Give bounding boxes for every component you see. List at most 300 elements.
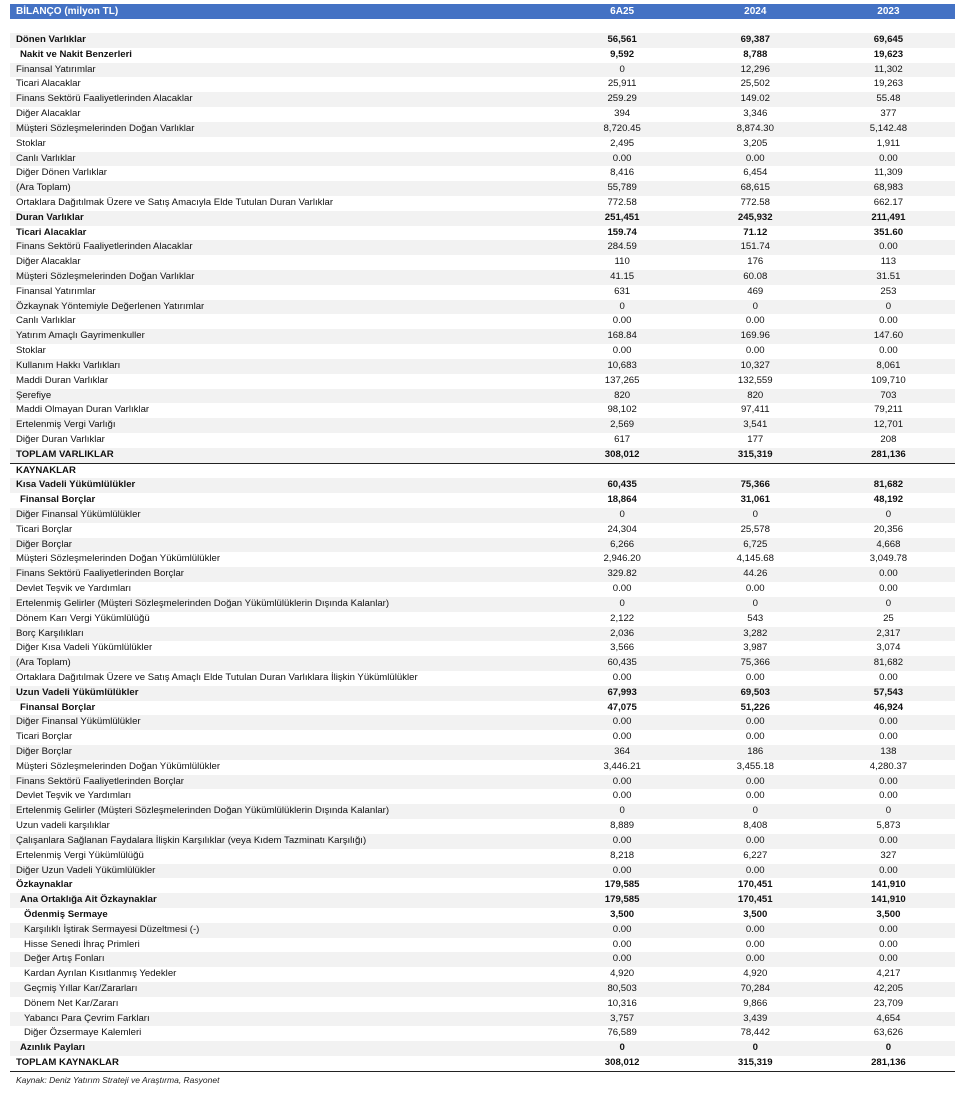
row-value: 0.00	[689, 775, 822, 790]
row-value: 208	[822, 433, 955, 448]
row-value: 0.00	[822, 864, 955, 879]
row-value: 6,227	[689, 849, 822, 864]
row-value: 132,559	[689, 374, 822, 389]
row-value: 5,873	[822, 819, 955, 834]
table-row	[10, 33, 955, 48]
row-value: 0.00	[556, 152, 689, 167]
row-label: Yatırım Amaçlı Gayrimenkuller	[10, 329, 556, 344]
row-value: 11,302	[822, 63, 955, 78]
table-row	[10, 612, 955, 627]
table-row	[10, 745, 955, 760]
row-value: 0.00	[556, 952, 689, 967]
row-label: Devlet Teşvik ve Yardımları	[10, 789, 556, 804]
row-value: 4,654	[822, 1012, 955, 1027]
row-value: 772.58	[556, 196, 689, 211]
row-value: 186	[689, 745, 822, 760]
row-value: 80,503	[556, 982, 689, 997]
row-label: Finansal Borçlar	[10, 493, 556, 508]
row-label: Finansal Yatırımlar	[10, 63, 556, 78]
row-value: 281,136	[822, 448, 955, 463]
row-value: 6,266	[556, 538, 689, 553]
row-label: TOPLAM KAYNAKLAR	[10, 1056, 556, 1071]
row-label: Ortaklara Dağıtılmak Üzere ve Satış Amacıyla Elde Tutulan Duran Varlıklar	[10, 196, 556, 211]
row-value	[689, 463, 822, 478]
row-value: 69,503	[689, 686, 822, 701]
row-label: Müşteri Sözleşmelerinden Doğan Varlıklar	[10, 270, 556, 285]
row-value: 109,710	[822, 374, 955, 389]
row-value: 0	[689, 1041, 822, 1056]
row-value: 703	[822, 389, 955, 404]
row-value: 0.00	[822, 775, 955, 790]
row-value: 9,866	[689, 997, 822, 1012]
table-row	[10, 166, 955, 181]
source-note: Kaynak: Deniz Yatırım Strateji ve Araştırma, Rasyonet	[16, 1075, 220, 1085]
table-row	[10, 285, 955, 300]
table-row	[10, 122, 955, 137]
row-label: Özkaynak Yöntemiyle Değerlenen Yatırımlar	[10, 300, 556, 315]
table-row	[10, 730, 955, 745]
table-header	[10, 4, 955, 19]
row-label: Ertelenmiş Vergi Yükümlülüğü	[10, 849, 556, 864]
row-label: Diğer Dönen Varlıklar	[10, 166, 556, 181]
row-label: Kardan Ayrılan Kısıtlanmış Yedekler	[10, 967, 556, 982]
row-value: 8,788	[689, 48, 822, 63]
row-value: 0.00	[556, 344, 689, 359]
row-value: 327	[822, 849, 955, 864]
row-value: 0.00	[822, 715, 955, 730]
row-value: 25,578	[689, 523, 822, 538]
row-value: 169.96	[689, 329, 822, 344]
row-label: Hisse Senedi İhraç Primleri	[10, 938, 556, 953]
row-label: Ticari Borçlar	[10, 730, 556, 745]
row-value: 0.00	[689, 938, 822, 953]
table-row	[10, 240, 955, 255]
table-row	[10, 982, 955, 997]
row-value: 2,036	[556, 627, 689, 642]
table-row	[10, 19, 955, 33]
row-label	[10, 19, 556, 33]
row-label: Finansal Borçlar	[10, 701, 556, 716]
row-value: 0.00	[556, 314, 689, 329]
row-value: 0.00	[822, 789, 955, 804]
row-value: 4,280.37	[822, 760, 955, 775]
row-value: 0	[822, 300, 955, 315]
row-label: Ödenmiş Sermaye	[10, 908, 556, 923]
row-value: 0	[689, 300, 822, 315]
row-value: 0.00	[689, 923, 822, 938]
table-row	[10, 418, 955, 433]
row-value: 0.00	[689, 864, 822, 879]
row-value: 23,709	[822, 997, 955, 1012]
row-value: 75,366	[689, 478, 822, 493]
row-value: 0.00	[822, 582, 955, 597]
table-row	[10, 552, 955, 567]
row-label: Canlı Varlıklar	[10, 152, 556, 167]
row-value: 60,435	[556, 478, 689, 493]
row-value: 3,346	[689, 107, 822, 122]
row-value: 8,720.45	[556, 122, 689, 137]
row-label: Diğer Özsermaye Kalemleri	[10, 1026, 556, 1041]
row-value: 170,451	[689, 893, 822, 908]
row-label: Dönen Varlıklar	[10, 33, 556, 48]
row-value: 377	[822, 107, 955, 122]
row-value: 3,049.78	[822, 552, 955, 567]
table-row	[10, 374, 955, 389]
row-value: 4,920	[556, 967, 689, 982]
row-label: Yabancı Para Çevrim Farkları	[10, 1012, 556, 1027]
table-row	[10, 775, 955, 790]
row-value: 0	[689, 508, 822, 523]
row-label: Diğer Borçlar	[10, 538, 556, 553]
row-value: 2,495	[556, 137, 689, 152]
table-row	[10, 314, 955, 329]
row-label: Çalışanlara Sağlanan Faydalara İlişkin Karşılıklar (veya Kıdem Tazminatı Karşılığı)	[10, 834, 556, 849]
row-label: Ertelenmiş Vergi Varlığı	[10, 418, 556, 433]
row-label: Maddi Olmayan Duran Varlıklar	[10, 403, 556, 418]
row-value: 71.12	[689, 226, 822, 241]
row-value: 24,304	[556, 523, 689, 538]
row-value: 5,142.48	[822, 122, 955, 137]
row-value: 469	[689, 285, 822, 300]
row-label: Azınlık Payları	[10, 1041, 556, 1056]
row-value: 3,074	[822, 641, 955, 656]
row-value: 11,309	[822, 166, 955, 181]
table-row	[10, 403, 955, 418]
row-label: Nakit ve Nakit Benzerleri	[10, 48, 556, 63]
row-value: 110	[556, 255, 689, 270]
row-value: 25,911	[556, 77, 689, 92]
table-row	[10, 597, 955, 612]
period-header-2024: 2024	[689, 4, 822, 19]
row-value: 0.00	[822, 314, 955, 329]
row-value: 19,623	[822, 48, 955, 63]
row-value	[556, 463, 689, 478]
row-value: 253	[822, 285, 955, 300]
row-value: 0.00	[689, 582, 822, 597]
row-value: 0.00	[822, 730, 955, 745]
row-value: 0.00	[556, 789, 689, 804]
table-row	[10, 923, 955, 938]
row-value: 0.00	[689, 952, 822, 967]
row-value: 0	[556, 63, 689, 78]
row-value: 179,585	[556, 893, 689, 908]
row-value: 0.00	[556, 864, 689, 879]
row-value: 8,408	[689, 819, 822, 834]
row-label: Maddi Duran Varlıklar	[10, 374, 556, 389]
row-value: 3,205	[689, 137, 822, 152]
row-label: Canlı Varlıklar	[10, 314, 556, 329]
row-value: 46,924	[822, 701, 955, 716]
table-row	[10, 329, 955, 344]
row-value: 141,910	[822, 878, 955, 893]
row-label: (Ara Toplam)	[10, 656, 556, 671]
row-value: 3,282	[689, 627, 822, 642]
row-label: Uzun vadeli karşılıklar	[10, 819, 556, 834]
row-value: 78,442	[689, 1026, 822, 1041]
row-value: 177	[689, 433, 822, 448]
row-value: 3,566	[556, 641, 689, 656]
row-value: 31,061	[689, 493, 822, 508]
table-row	[10, 893, 955, 908]
row-value: 0.00	[689, 671, 822, 686]
row-value: 315,319	[689, 448, 822, 463]
row-value	[689, 19, 822, 33]
table-row	[10, 804, 955, 819]
header-row	[10, 4, 955, 19]
row-value: 0.00	[822, 834, 955, 849]
row-value: 2,122	[556, 612, 689, 627]
table-row	[10, 760, 955, 775]
row-label: Müşteri Sözleşmelerinden Doğan Yükümlülükler	[10, 760, 556, 775]
row-value: 820	[556, 389, 689, 404]
balance-sheet	[10, 4, 955, 1072]
row-value: 4,145.68	[689, 552, 822, 567]
row-label: Duran Varlıklar	[10, 211, 556, 226]
table-row	[10, 300, 955, 315]
row-value: 41.15	[556, 270, 689, 285]
row-value: 0	[689, 804, 822, 819]
table-title: BİLANÇO (milyon TL)	[10, 4, 556, 19]
row-value: 662.17	[822, 196, 955, 211]
row-label: Müşteri Sözleşmelerinden Doğan Varlıklar	[10, 122, 556, 137]
table-row	[10, 582, 955, 597]
table-row	[10, 448, 955, 463]
row-value: 284.59	[556, 240, 689, 255]
row-value: 170,451	[689, 878, 822, 893]
row-label: Diğer Duran Varlıklar	[10, 433, 556, 448]
row-label: Stoklar	[10, 137, 556, 152]
table-row	[10, 878, 955, 893]
row-label: Geçmiş Yıllar Kar/Zararları	[10, 982, 556, 997]
row-value: 4,668	[822, 538, 955, 553]
row-label: Ana Ortaklığa Ait Özkaynaklar	[10, 893, 556, 908]
row-value: 0.00	[822, 952, 955, 967]
row-value: 147.60	[822, 329, 955, 344]
table-row	[10, 255, 955, 270]
row-value: 0.00	[822, 567, 955, 582]
row-label: Finans Sektörü Faaliyetlerinden Alacaklar	[10, 240, 556, 255]
row-value: 25,502	[689, 77, 822, 92]
row-label: Borç Karşılıkları	[10, 627, 556, 642]
table-row	[10, 107, 955, 122]
table-row	[10, 137, 955, 152]
row-label: Finansal Yatırımlar	[10, 285, 556, 300]
row-value: 42,205	[822, 982, 955, 997]
row-value: 47,075	[556, 701, 689, 716]
row-value: 1,911	[822, 137, 955, 152]
table-row	[10, 789, 955, 804]
row-label: Ticari Alacaklar	[10, 77, 556, 92]
row-value: 12,701	[822, 418, 955, 433]
table-row	[10, 834, 955, 849]
row-value: 772.58	[689, 196, 822, 211]
table-row	[10, 270, 955, 285]
row-label: Devlet Teşvik ve Yardımları	[10, 582, 556, 597]
row-value: 57,543	[822, 686, 955, 701]
row-value: 8,874.30	[689, 122, 822, 137]
table-row	[10, 849, 955, 864]
row-value: 0	[556, 508, 689, 523]
table-row	[10, 1041, 955, 1056]
row-value: 0.00	[822, 938, 955, 953]
row-value: 55.48	[822, 92, 955, 107]
row-value: 19,263	[822, 77, 955, 92]
row-value: 0.00	[556, 938, 689, 953]
row-value: 10,683	[556, 359, 689, 374]
row-label: Ortaklara Dağıtılmak Üzere ve Satış Amaçlı Elde Tutulan Duran Varlıklara İlişkin Yükümlülükler	[10, 671, 556, 686]
row-value: 0.00	[822, 344, 955, 359]
row-value: 25	[822, 612, 955, 627]
row-value: 0.00	[689, 152, 822, 167]
table-row	[10, 478, 955, 493]
table-row	[10, 701, 955, 716]
row-value: 0	[822, 508, 955, 523]
row-value: 0.00	[689, 834, 822, 849]
row-value: 51,226	[689, 701, 822, 716]
table-row	[10, 92, 955, 107]
row-value: 0	[822, 804, 955, 819]
row-label: Stoklar	[10, 344, 556, 359]
table-row	[10, 463, 955, 478]
row-value: 67,993	[556, 686, 689, 701]
row-value: 211,491	[822, 211, 955, 226]
table-row	[10, 538, 955, 553]
table-row	[10, 656, 955, 671]
row-value: 0	[689, 597, 822, 612]
row-value: 81,682	[822, 656, 955, 671]
table-row	[10, 433, 955, 448]
row-value: 149.02	[689, 92, 822, 107]
table-row	[10, 641, 955, 656]
row-value: 97,411	[689, 403, 822, 418]
row-label: Diğer Uzun Vadeli Yükümlülükler	[10, 864, 556, 879]
table-row	[10, 967, 955, 982]
table-row	[10, 686, 955, 701]
row-value: 0	[556, 804, 689, 819]
row-value: 259.29	[556, 92, 689, 107]
table-row	[10, 359, 955, 374]
period-header-6a25: 6A25	[556, 4, 689, 19]
row-value: 31.51	[822, 270, 955, 285]
row-value: 2,569	[556, 418, 689, 433]
row-value: 351.60	[822, 226, 955, 241]
table-row	[10, 997, 955, 1012]
row-value: 55,789	[556, 181, 689, 196]
row-value: 168.84	[556, 329, 689, 344]
table-row	[10, 715, 955, 730]
row-value: 3,500	[556, 908, 689, 923]
row-value: 60,435	[556, 656, 689, 671]
row-value: 0	[556, 300, 689, 315]
row-value: 820	[689, 389, 822, 404]
row-label: Kullanım Hakkı Varlıkları	[10, 359, 556, 374]
row-value: 329.82	[556, 567, 689, 582]
row-value: 0	[822, 597, 955, 612]
row-value: 176	[689, 255, 822, 270]
row-value: 0.00	[822, 671, 955, 686]
table-row	[10, 63, 955, 78]
row-label: Değer Artış Fonları	[10, 952, 556, 967]
table-row	[10, 152, 955, 167]
row-label: Şerefiye	[10, 389, 556, 404]
row-label: Diğer Borçlar	[10, 745, 556, 760]
row-label: Diğer Kısa Vadeli Yükümlülükler	[10, 641, 556, 656]
row-value: 113	[822, 255, 955, 270]
row-label: Diğer Finansal Yükümlülükler	[10, 715, 556, 730]
row-value: 543	[689, 612, 822, 627]
row-value	[822, 19, 955, 33]
table-row	[10, 508, 955, 523]
row-label: Diğer Alacaklar	[10, 255, 556, 270]
row-value: 76,589	[556, 1026, 689, 1041]
row-value: 0.00	[689, 789, 822, 804]
table-row	[10, 48, 955, 63]
row-value: 281,136	[822, 1056, 955, 1071]
row-value: 0.00	[689, 715, 822, 730]
table-row	[10, 952, 955, 967]
row-label: TOPLAM VARLIKLAR	[10, 448, 556, 463]
row-value: 0	[556, 1041, 689, 1056]
row-value: 3,446.21	[556, 760, 689, 775]
row-value: 3,987	[689, 641, 822, 656]
row-value: 3,500	[822, 908, 955, 923]
row-value: 10,316	[556, 997, 689, 1012]
row-value: 308,012	[556, 448, 689, 463]
row-value: 2,317	[822, 627, 955, 642]
row-value: 6,454	[689, 166, 822, 181]
row-value: 0	[556, 597, 689, 612]
row-value: 159.74	[556, 226, 689, 241]
row-label: Diğer Finansal Yükümlülükler	[10, 508, 556, 523]
row-value: 12,296	[689, 63, 822, 78]
row-value: 79,211	[822, 403, 955, 418]
row-value: 245,932	[689, 211, 822, 226]
row-value: 631	[556, 285, 689, 300]
row-value: 308,012	[556, 1056, 689, 1071]
row-value: 81,682	[822, 478, 955, 493]
row-value: 3,757	[556, 1012, 689, 1027]
period-header-2023: 2023	[822, 4, 955, 19]
row-label: Kısa Vadeli Yükümlülükler	[10, 478, 556, 493]
row-label: Finans Sektörü Faaliyetlerinden Alacaklar	[10, 92, 556, 107]
row-value: 8,218	[556, 849, 689, 864]
row-value: 364	[556, 745, 689, 760]
row-value: 69,645	[822, 33, 955, 48]
row-value	[556, 19, 689, 33]
row-value: 394	[556, 107, 689, 122]
row-label: Dönem Net Kar/Zararı	[10, 997, 556, 1012]
row-label: Ertelenmiş Gelirler (Müşteri Sözleşmelerinden Doğan Yükümlülüklerin Dışında Kalanlar)	[10, 804, 556, 819]
row-value: 4,920	[689, 967, 822, 982]
table-row	[10, 493, 955, 508]
table-row	[10, 389, 955, 404]
row-value: 68,983	[822, 181, 955, 196]
table-row	[10, 344, 955, 359]
row-value: 75,366	[689, 656, 822, 671]
row-value: 3,455.18	[689, 760, 822, 775]
table-row	[10, 1056, 955, 1071]
row-label: Finans Sektörü Faaliyetlerinden Borçlar	[10, 567, 556, 582]
row-value: 151.74	[689, 240, 822, 255]
row-value: 2,946.20	[556, 552, 689, 567]
table-row	[10, 1012, 955, 1027]
row-value: 0	[822, 1041, 955, 1056]
row-value: 0.00	[822, 152, 955, 167]
table-row	[10, 181, 955, 196]
table-row	[10, 938, 955, 953]
row-value: 3,439	[689, 1012, 822, 1027]
row-value: 137,265	[556, 374, 689, 389]
